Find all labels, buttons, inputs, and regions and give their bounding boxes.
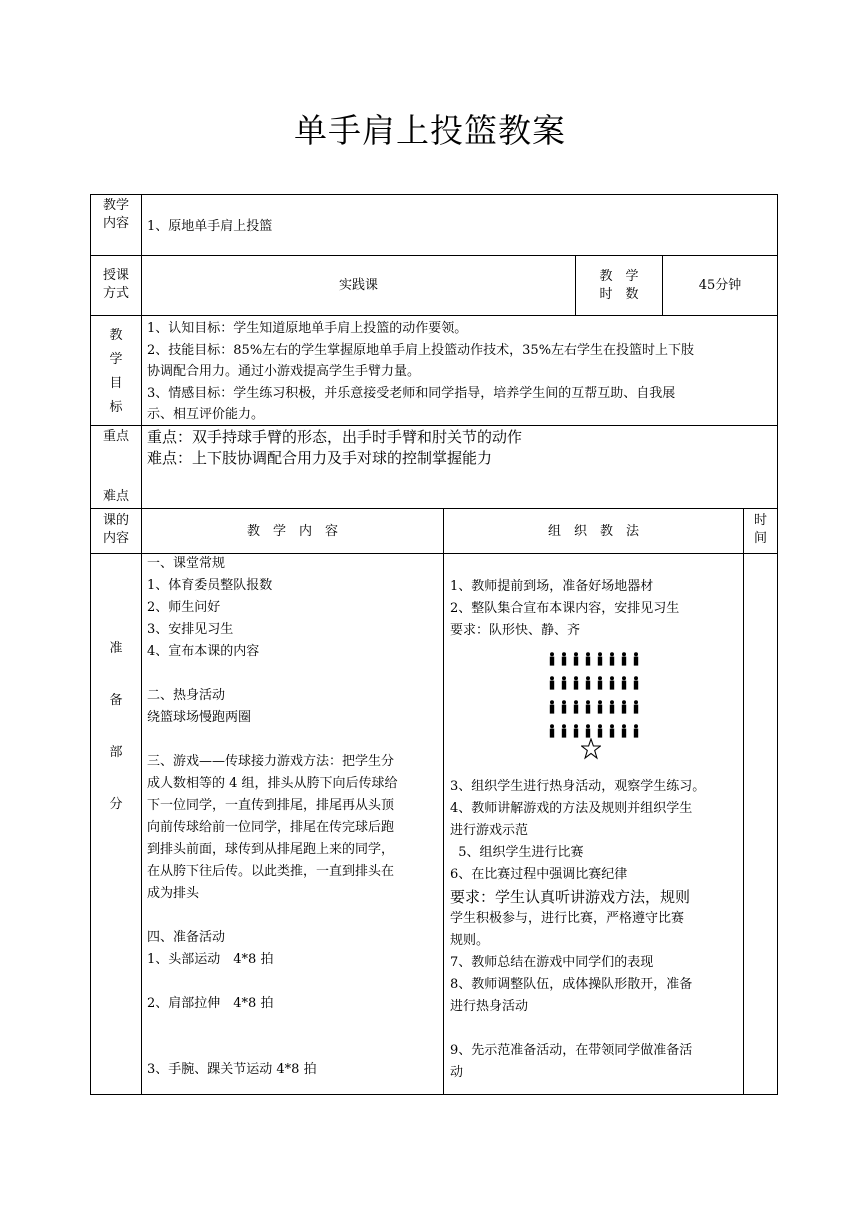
content-value: 1、原地单手肩上投篮 [147, 219, 273, 234]
content-line: 3、手腕、踝关节运动 4*8 拍 [147, 1062, 317, 1077]
student-icon [570, 724, 582, 738]
prep-method-top [450, 576, 742, 642]
header-time: 时 间 [753, 513, 767, 546]
content-line [147, 663, 441, 685]
page-title: 单手肩上投篮教案 [294, 111, 566, 150]
prep-content [147, 553, 441, 1081]
content-line [147, 729, 441, 751]
prep-method-bottom [450, 776, 742, 1084]
key-label-bottom: 难点 [102, 489, 129, 504]
hours-label: 教 学 时 数 [599, 269, 639, 302]
method-line: 进行游戏示范 [450, 823, 529, 838]
method-line [450, 1018, 742, 1040]
student-icon [546, 652, 558, 666]
content-line: 1、体育委员整队报数 [147, 578, 273, 593]
content-line: 1、头部运动 4*8 拍 [147, 952, 274, 967]
content-line: 四、准备活动 [147, 930, 226, 945]
content-line: 下一位同学，一直传到排尾，排尾再从头顶 [147, 798, 395, 813]
student-icon [606, 652, 618, 666]
student-icon [582, 724, 594, 738]
method-line: 进行热身活动 [450, 999, 529, 1014]
student-icon [618, 652, 630, 666]
goal-line: 3、情感目标：学生练习积极，并乐意接受老师和同学指导，培养学生间的互帮互助、自我展 [147, 385, 676, 401]
student-icon [570, 652, 582, 666]
student-icon [546, 700, 558, 714]
key-points: 重点：双手持球手臂的形态，出手时手臂和肘关节的动作 难点：上下肢协调配合用力及手对球的控制掌握能力 [147, 428, 523, 467]
student-icon [630, 652, 642, 666]
method-line: 1、教师提前到场，准备好场地器材 [450, 579, 654, 594]
method-line: 8、教师调整队伍，成体操队形散开，准备 [450, 977, 693, 992]
goals-label: 教 学 目 标 [109, 328, 123, 415]
formation-row [546, 695, 642, 719]
method-line: 3、组织学生进行热身活动，观察学生练习。 [450, 779, 706, 794]
student-icon [630, 724, 642, 738]
student-icon [594, 652, 606, 666]
content-line: 2、师生问好 [147, 600, 221, 615]
student-icon [570, 676, 582, 690]
method-value: 实践课 [338, 278, 378, 293]
student-icon [594, 676, 606, 690]
student-icon [618, 676, 630, 690]
student-icon [606, 676, 618, 690]
content-label: 教学 内容 [102, 198, 129, 231]
content-line: 绕篮球场慢跑两圈 [147, 710, 252, 725]
student-icon [618, 724, 630, 738]
student-icon [558, 724, 570, 738]
student-icon [630, 676, 642, 690]
content-line [147, 971, 441, 993]
student-icon [546, 676, 558, 690]
hours-value: 45分钟 [698, 278, 742, 293]
content-line: 一、课堂常规 [147, 556, 226, 571]
method-line: 动 [450, 1065, 464, 1080]
student-icon [558, 676, 570, 690]
goal-line: 1、认知目标：学生知道原地单手肩上投篮的动作要领。 [147, 321, 468, 336]
content-line: 2、肩部拉伸 4*8 拍 [147, 996, 274, 1011]
header-content: 教 学 内 容 [246, 523, 338, 539]
method-line: 9、先示范准备活动，在带领同学做准备活 [450, 1043, 693, 1058]
student-icon [582, 700, 594, 714]
student-icon [558, 652, 570, 666]
method-line: 要求：学生认真听讲游戏方法，规则 [450, 888, 691, 906]
student-icon [582, 676, 594, 690]
formation-diagram [546, 647, 642, 743]
formation-row [546, 671, 642, 695]
content-line [147, 1037, 441, 1059]
goals-text [147, 318, 773, 426]
key-label-top: 重点 [102, 429, 129, 444]
content-line: 3、安排见习生 [147, 622, 234, 637]
content-line [147, 1015, 441, 1037]
content-line: 成为排头 [147, 886, 200, 901]
student-icon [606, 724, 618, 738]
student-icon [582, 652, 594, 666]
content-line: 向前传球给前一位同学，排尾在传完球后跑 [147, 820, 395, 835]
method-line: 学生积极参与，进行比赛，严格遵守比赛 [450, 911, 685, 926]
goal-line: 协调配合用力。通过小游戏提高学生手臂力量。 [147, 364, 421, 379]
content-line: 4、宣布本课的内容 [147, 644, 260, 659]
content-line: 成人数相等的 4 组，排头从胯下向后传球给 [147, 776, 398, 791]
content-line: 到排头前面，球传到从排尾跑上来的同学， [147, 842, 395, 857]
method-line: 5、组织学生进行比赛 [450, 845, 584, 860]
content-line [147, 905, 441, 927]
prep-label: 准 备 部 分 [109, 641, 123, 812]
student-icon [558, 700, 570, 714]
method-line: 规则。 [450, 933, 490, 948]
student-icon [594, 724, 606, 738]
header-section: 课的 内容 [102, 513, 129, 546]
method-line: 4、教师讲解游戏的方法及规则并组织学生 [450, 801, 693, 816]
content-line: 三、游戏——传球接力游戏方法：把学生分 [147, 754, 395, 769]
goal-line: 2、技能目标：85%左右的学生掌握原地单手肩上投篮动作技术，35%左右学生在投篮时上下肢 [147, 342, 695, 358]
goal-line: 示、相互评价能力。 [147, 407, 265, 422]
method-line: 6、在比赛过程中强调比赛纪律 [450, 867, 628, 882]
teacher-star-icon [581, 738, 601, 764]
content-line: 二、热身活动 [147, 688, 226, 703]
student-icon [546, 724, 558, 738]
student-icon [618, 700, 630, 714]
student-icon [594, 700, 606, 714]
student-icon [570, 700, 582, 714]
student-icon [630, 700, 642, 714]
method-label: 授课 方式 [102, 268, 129, 301]
method-line: 要求：队形快、静、齐 [450, 623, 581, 638]
formation-row [546, 647, 642, 671]
header-method: 组 织 教 法 [547, 523, 639, 539]
method-line: 7、教师总结在游戏中同学们的表现 [450, 955, 654, 970]
content-line: 在从胯下往后传。以此类推，一直到排头在 [147, 864, 395, 879]
student-icon [606, 700, 618, 714]
method-line: 2、整队集合宣布本课内容，安排见习生 [450, 601, 680, 616]
